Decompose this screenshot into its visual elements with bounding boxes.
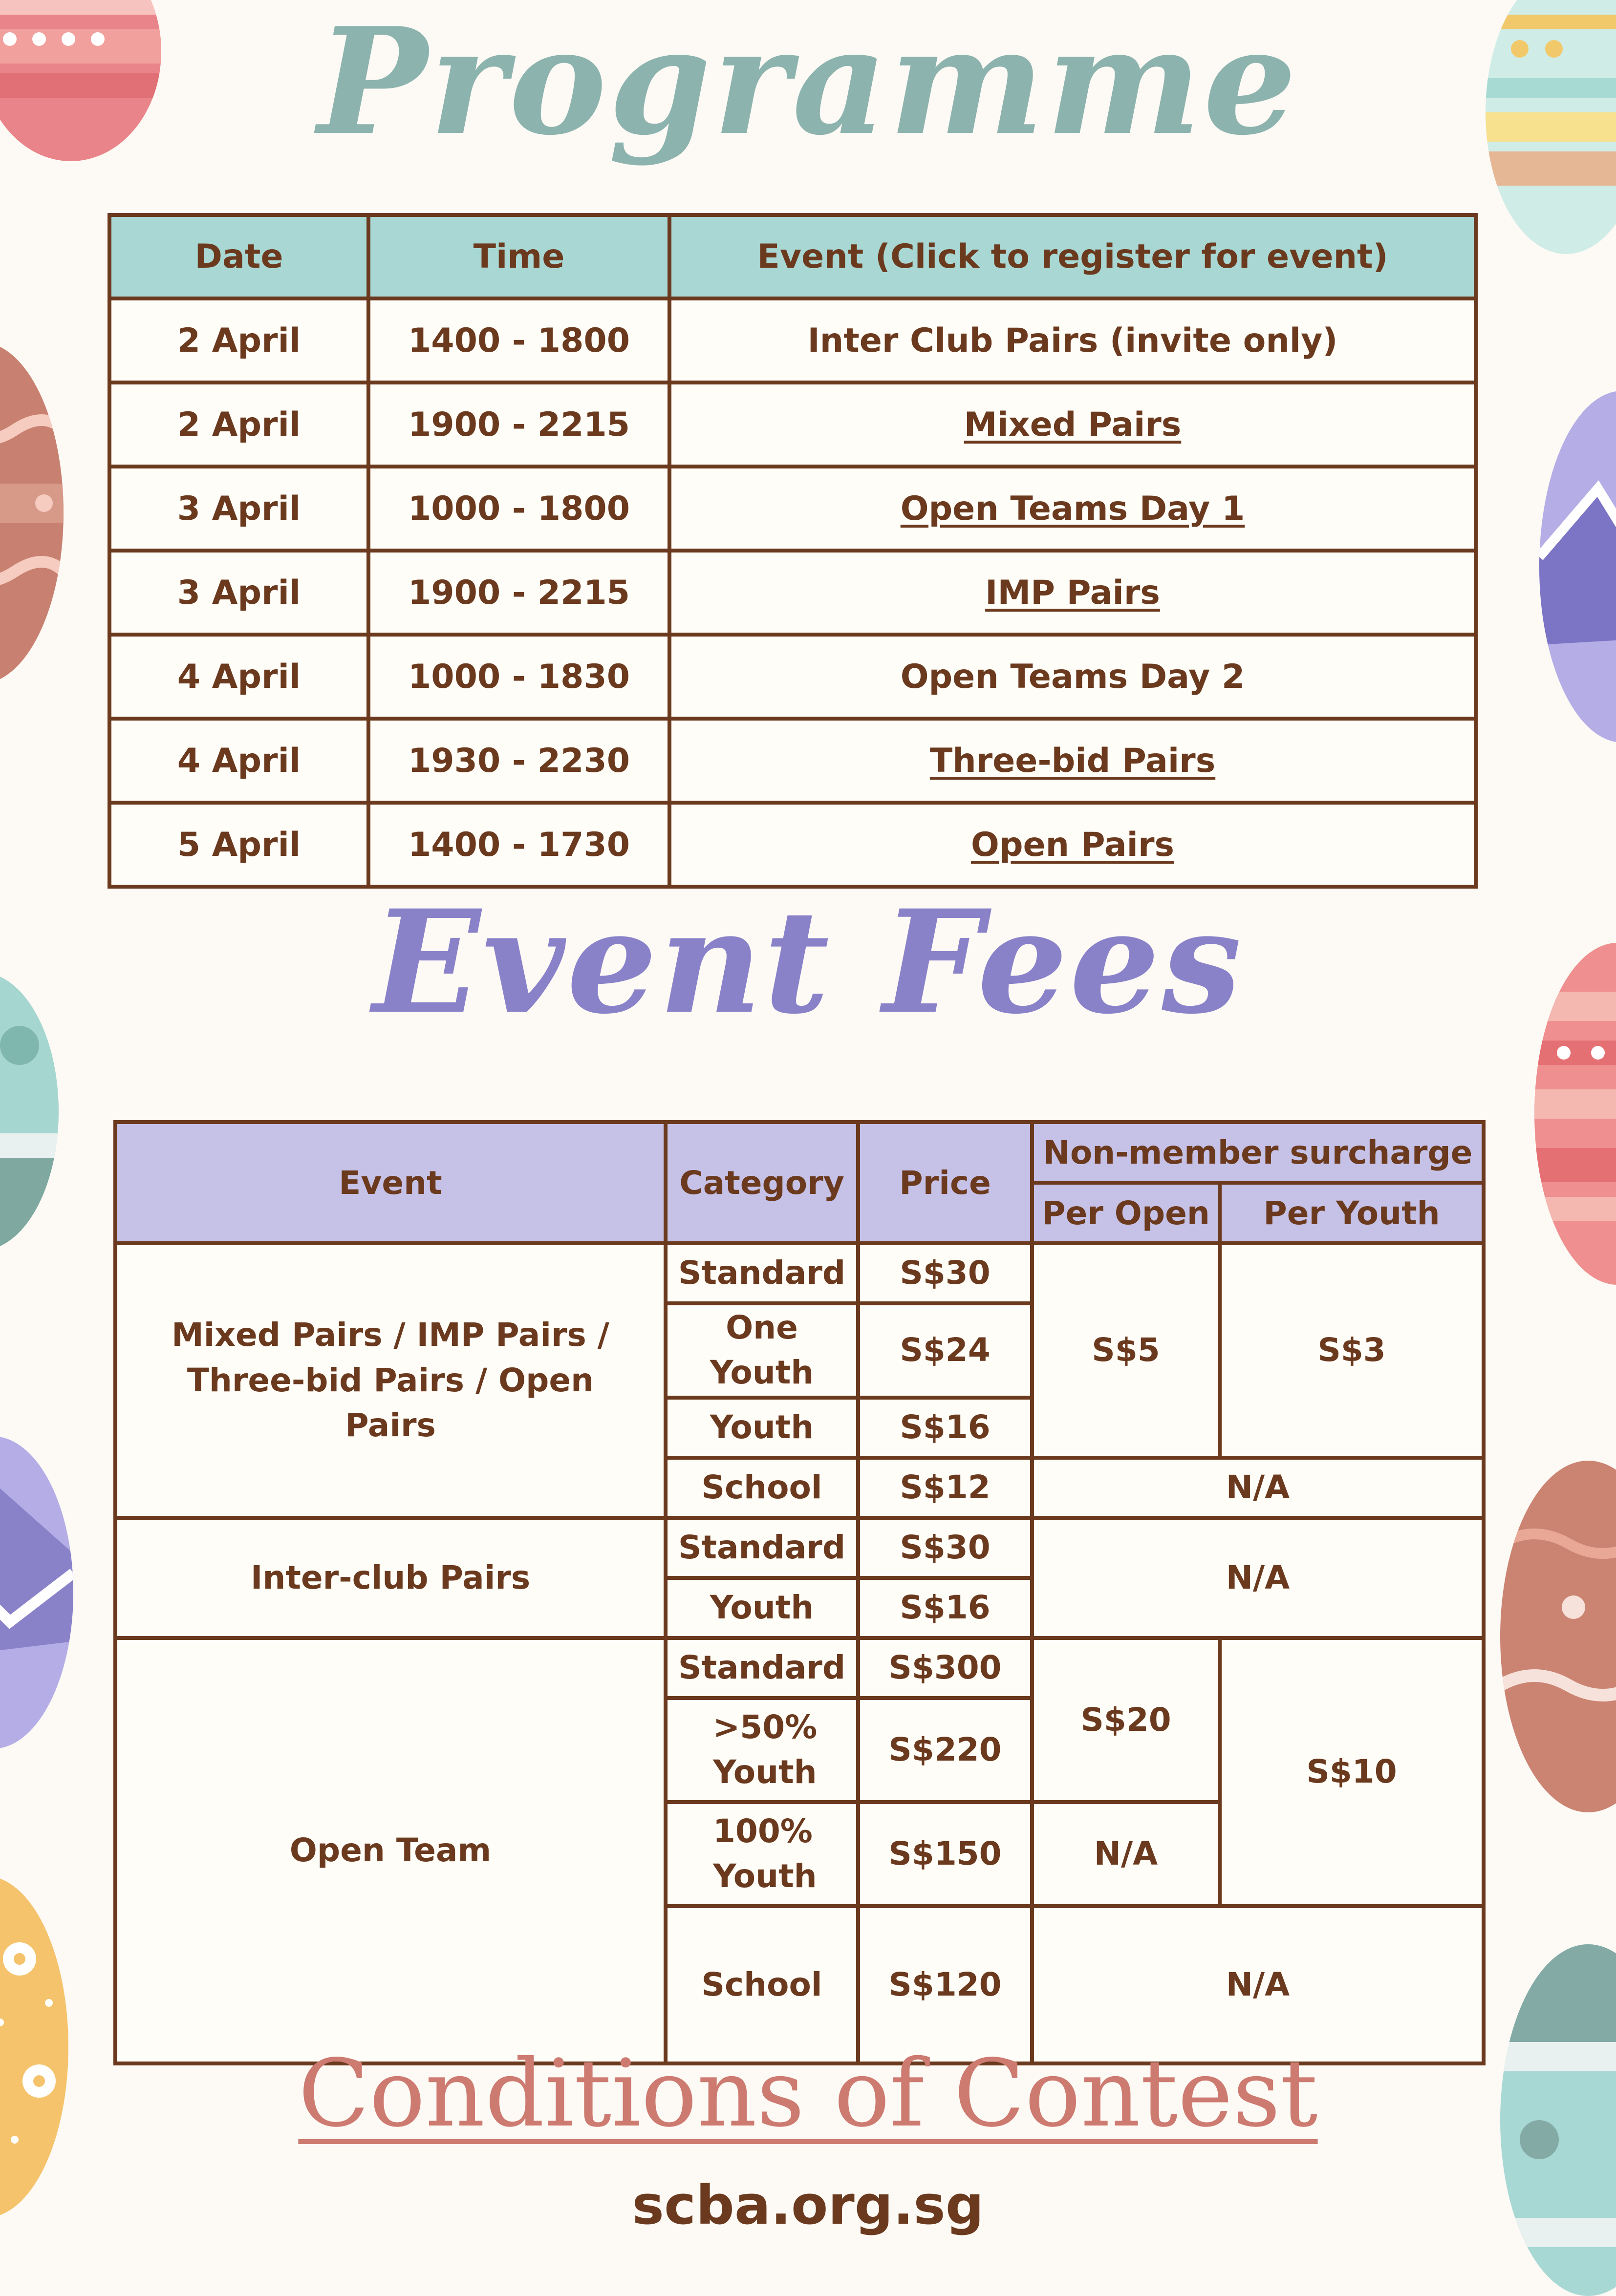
fee-price: S$30: [858, 1518, 1032, 1578]
fee-surcharge-open: S$5: [1032, 1243, 1220, 1458]
easter-egg-icon: [0, 1436, 73, 1749]
fee-price: S$24: [858, 1303, 1032, 1398]
header-event: Event (Click to register for event): [669, 215, 1476, 298]
fee-price: S$120: [858, 1906, 1032, 2063]
register-link-three-bid-pairs[interactable]: Three-bid Pairs: [929, 741, 1216, 780]
event-fees-title: Event Fees: [372, 879, 1244, 1045]
fee-category: [666, 1698, 858, 1802]
table-row: [109, 551, 1476, 635]
row-time: 1930 - 2230: [368, 719, 669, 803]
table-row: [115, 1243, 1484, 1303]
fee-surcharge-na: N/A: [1032, 1458, 1484, 1518]
register-link-open-teams-day-1[interactable]: Open Teams Day 1: [900, 489, 1245, 528]
row-event: [669, 467, 1476, 551]
row-time: 1900 - 2215: [368, 383, 669, 467]
row-date: 5 April: [109, 803, 368, 887]
header-date: Date: [109, 215, 368, 298]
table-row: [109, 719, 1476, 803]
fee-category: Standard: [666, 1638, 858, 1698]
fee-category: Youth: [666, 1398, 858, 1458]
fee-event-pairs: Mixed Pairs / IMP Pairs / Three-bid Pairs / Open Pairs: [115, 1243, 666, 1518]
fee-price: S$150: [858, 1802, 1032, 1906]
category-label: >50% Youth: [713, 1708, 818, 1791]
row-event: Inter Club Pairs (invite only): [669, 298, 1476, 383]
fee-category: One Youth: [666, 1303, 858, 1398]
fees-header-per-open: Per Open: [1032, 1183, 1220, 1243]
row-event: Open Teams Day 2: [669, 635, 1476, 719]
row-date: 2 April: [109, 298, 368, 383]
fee-surcharge-youth: S$3: [1220, 1243, 1484, 1458]
register-link-mixed-pairs[interactable]: Mixed Pairs: [964, 405, 1182, 444]
fee-price: S$16: [858, 1398, 1032, 1458]
table-row: [115, 1518, 1484, 1578]
fee-price: S$300: [858, 1638, 1032, 1698]
row-event: [669, 551, 1476, 635]
fee-surcharge-na: N/A: [1032, 1518, 1484, 1638]
programme-title: Programme: [317, 0, 1299, 168]
fee-price: S$12: [858, 1458, 1032, 1518]
fee-category: School: [666, 1906, 858, 2063]
fee-category: Standard: [666, 1243, 858, 1303]
row-date: 2 April: [109, 383, 368, 467]
register-link-imp-pairs[interactable]: IMP Pairs: [985, 573, 1160, 612]
website-url: scba.org.sg: [632, 2174, 984, 2236]
table-row: [109, 467, 1476, 551]
row-event: [669, 719, 1476, 803]
fee-price: S$220: [858, 1698, 1032, 1802]
row-date: 4 April: [109, 719, 368, 803]
fees-header-price: Price: [858, 1122, 1032, 1243]
row-time: 1900 - 2215: [368, 551, 669, 635]
fee-category: Standard: [666, 1518, 858, 1578]
row-time: 1000 - 1830: [368, 635, 669, 719]
category-label: 100% Youth: [713, 1812, 817, 1895]
table-row: [109, 383, 1476, 467]
table-row: [109, 803, 1476, 887]
row-date: 3 April: [109, 467, 368, 551]
fee-event-interclub: Inter-club Pairs: [115, 1518, 666, 1638]
row-event: [669, 803, 1476, 887]
fee-event-open-team: Open Team: [115, 1638, 666, 2063]
table-row: [109, 298, 1476, 383]
fees-header-per-youth: Per Youth: [1220, 1183, 1484, 1243]
row-time: 1400 - 1800: [368, 298, 669, 383]
table-row: [109, 635, 1476, 719]
programme-table: [108, 213, 1478, 889]
fee-category: [666, 1802, 858, 1906]
fee-price: S$30: [858, 1243, 1032, 1303]
row-date: 4 April: [109, 635, 368, 719]
fees-header-category: Category: [666, 1122, 858, 1243]
fee-price: S$16: [858, 1578, 1032, 1638]
row-event: [669, 383, 1476, 467]
row-date: 3 April: [109, 551, 368, 635]
fee-surcharge-na: N/A: [1032, 1802, 1220, 1906]
conditions-of-contest-link[interactable]: Conditions of Contest: [298, 2040, 1318, 2147]
programme-header-row: [109, 215, 1476, 298]
row-time: 1000 - 1800: [368, 467, 669, 551]
easter-egg-icon: [0, 342, 64, 684]
fee-surcharge-na: N/A: [1032, 1906, 1484, 2063]
easter-egg-icon: [1500, 1461, 1616, 1812]
table-row: [115, 1638, 1484, 1698]
fee-surcharge-open: S$20: [1032, 1638, 1220, 1802]
fee-surcharge-youth: S$10: [1220, 1638, 1484, 1906]
fee-category: Youth: [666, 1578, 858, 1638]
fees-header-surcharge: Non-member surcharge: [1032, 1122, 1484, 1183]
header-time: Time: [368, 215, 669, 298]
row-time: 1400 - 1730: [368, 803, 669, 887]
fees-header-event: Event: [115, 1122, 666, 1243]
fee-category: School: [666, 1458, 858, 1518]
event-fees-table: [113, 1120, 1486, 2065]
register-link-open-pairs[interactable]: Open Pairs: [971, 825, 1174, 864]
easter-egg-icon: [1539, 391, 1616, 743]
